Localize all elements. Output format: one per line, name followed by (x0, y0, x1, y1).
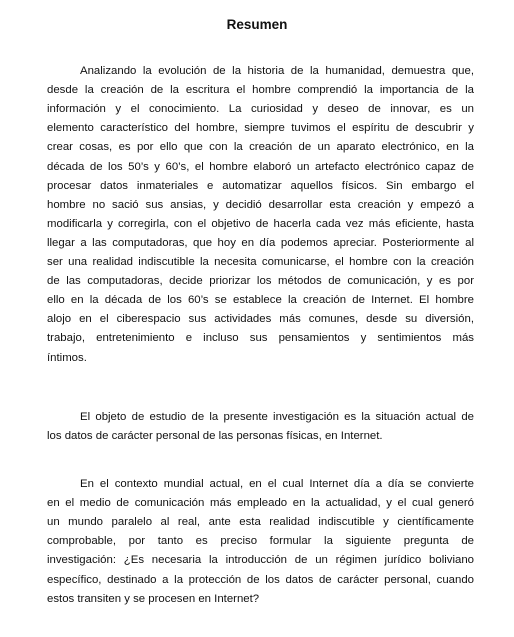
text-line: crear cosas, es por ello que con la creación de un aparato electrónico, en la (47, 141, 474, 154)
text-line: de las computadoras, decide priorizar los métodos de comunicación, y es por (47, 275, 474, 288)
text-line: elemento característico del hombre, siempre tuvimos el espíritu de descubrir y (47, 122, 474, 135)
text-line: estos transiten y se procesen en Internet? (47, 592, 260, 605)
text-line: modificarla y corregirla, con el objetivo de hacerla cada vez más eficiente, hasta (47, 217, 474, 230)
text-line: procesar datos inmateriales e automatizar aquellos físicos. Sin embargo el (47, 179, 474, 192)
text-line: trabajo, entretenimiento e incluso sus pensamientos y sentimientos más (47, 332, 474, 345)
text-line: En el contexto mundial actual, en el cual Internet día a día se convierte (80, 478, 474, 490)
text-line: Analizando la evolución de la historia de la humanidad, demuestra que, (80, 65, 474, 77)
text-line: hombre no sació sus ansias, y decidió desarrollar esta creación y empezó a (47, 198, 474, 211)
text-line: ser una realidad indiscutible la necesita comunicarse, el hombre con la creación (47, 256, 474, 268)
text-line: información y el conocimiento. La curiosidad y deseo de innovar, es un (47, 103, 474, 116)
text-line: en el medio de comunicación más empleado en la actualidad, y el cual generó (47, 497, 474, 510)
page-title: Resumen (226, 17, 288, 32)
text-line: llegar a las computadoras, que hoy en día podemos apreciar. Posteriormente al (47, 236, 474, 249)
text-line: ello en la década de los 60’s se establece la creación de Internet. El hombre (47, 294, 474, 307)
text-line: década de los 50’s y 60’s, el hombre elaboró un artefacto electrónico capaz de (47, 160, 474, 173)
text-line: los datos de carácter personal de las personas físicas, en Internet. (47, 430, 383, 443)
text-line: íntimos. (47, 351, 87, 364)
text-line: alojo en el ciberespacio sus actividades más comunes, desde su diversión, (47, 313, 474, 326)
text-line: investigación: ¿Es necesaria la introducción de un régimen jurídico boliviano (47, 554, 474, 567)
text-line: un mundo paralelo al real, ante esta realidad indiscutible y científicamente (47, 516, 474, 529)
text-line: específico, destinado a la protección de los datos de carácter personal, cuando (47, 573, 474, 586)
text-line: desde la creación de la escritura el hombre comprendió la importancia de la (47, 84, 474, 97)
text-line: comprobable, por tanto es preciso formular la siguiente pregunta de (47, 535, 474, 548)
text-line: El objeto de estudio de la presente investigación es la situación actual de (80, 411, 474, 423)
